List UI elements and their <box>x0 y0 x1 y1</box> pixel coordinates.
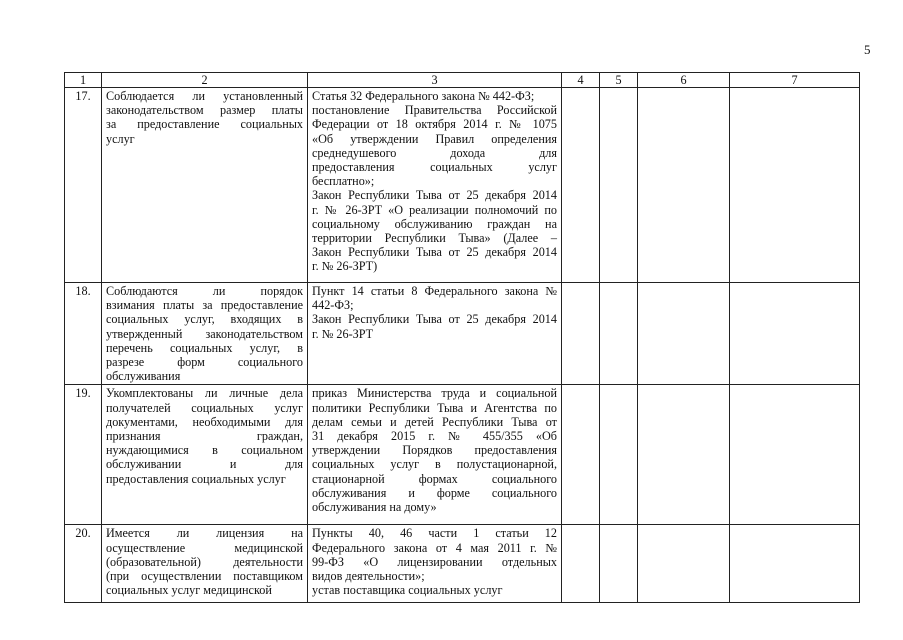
reference-line: г. № 26-ЗРТ <box>312 326 374 341</box>
legal-reference-cell <box>308 88 562 283</box>
reference-line: стационарной формах социального <box>312 471 557 486</box>
question-line: обслуживании и для <box>106 457 303 472</box>
answer-cell-c5 <box>600 385 638 525</box>
reference-line: устав поставщика социальных услуг <box>312 583 503 598</box>
table-row <box>65 385 860 525</box>
answer-cell-c5 <box>600 283 638 385</box>
reference-line: 442-ФЗ; <box>312 298 354 313</box>
header-col-5: 5 <box>600 73 638 88</box>
question-line: (при осуществлении поставщиком <box>106 569 303 584</box>
table-row <box>65 525 860 603</box>
answer-cell-c6 <box>638 283 730 385</box>
question-line: нуждающимися в социальном <box>106 443 303 458</box>
header-col-4: 4 <box>562 73 600 88</box>
question-line: Соблюдаются ли порядок <box>106 284 303 298</box>
question-line: разрезе форм социального <box>106 355 303 370</box>
answer-cell-c5 <box>600 525 638 603</box>
reference-line: 99-ФЗ «О лицензировании отдельных <box>312 554 557 569</box>
row-number: 17. <box>65 88 102 283</box>
question-line: (образовательной) деятельности <box>106 554 303 569</box>
reference-line: Пункт 14 статьи 8 Федерального закона № <box>312 284 557 298</box>
reference-line: Закон Республики Тыва от 25 декабря 2014 <box>312 312 557 327</box>
question-line: социальных услуг медицинской <box>106 583 272 598</box>
header-col-2: 2 <box>102 73 308 88</box>
question-line: предоставления социальных услуг <box>106 471 286 486</box>
answer-cell-c4 <box>562 88 600 283</box>
reference-line: Федерации от 18 октября 2014 г. № 1075 <box>312 117 557 132</box>
question-line: утвержденный законодательством <box>106 326 303 341</box>
legal-reference-cell <box>308 525 562 603</box>
reference-line: приказ Министерства труда и социальной <box>312 386 557 401</box>
header-col-1: 1 <box>65 73 102 88</box>
reference-line: среднедушевого дохода для <box>312 145 557 160</box>
question-cell <box>102 283 308 385</box>
question-line: социальных услуг, входящих в <box>106 312 303 327</box>
reference-line: социальных услуг в полустационарной, <box>312 457 557 472</box>
question-line: законодательством размер платы <box>106 103 303 118</box>
row-number: 18. <box>65 283 102 385</box>
question-line: Имеется ли лицензия на <box>106 526 303 541</box>
reference-line: Пункты 40, 46 части 1 статьи 12 <box>312 526 557 541</box>
reference-line: бесплатно»; <box>312 174 375 189</box>
question-line: взимания платы за предоставление <box>106 298 303 313</box>
reference-line: «Об утверждении Правил определения <box>312 131 557 146</box>
reference-line: предоставления социальных услуг <box>312 160 557 175</box>
page-number: 5 <box>864 42 871 57</box>
question-line: осуществление медицинской <box>106 540 303 555</box>
reference-line: постановление Правительства Российской <box>312 103 557 118</box>
header-col-3: 3 <box>308 73 562 88</box>
question-line: перечень социальных услуг, в <box>106 340 303 355</box>
answer-cell-c6 <box>638 385 730 525</box>
header-row <box>65 73 860 88</box>
question-cell <box>102 88 308 283</box>
answer-cell-c4 <box>562 283 600 385</box>
answer-cell-c7 <box>730 283 860 385</box>
reference-line: социальному обслуживанию граждан на <box>312 216 557 231</box>
question-line: услуг <box>106 131 135 146</box>
table-body <box>65 88 860 603</box>
header-col-7: 7 <box>730 73 860 88</box>
reference-line: 31 декабря 2015 г. № 455/355 «Об <box>312 429 557 444</box>
question-line: Укомплектованы ли личные дела <box>106 386 303 401</box>
checklist-table <box>64 72 860 603</box>
answer-cell-c7 <box>730 88 860 283</box>
answer-cell-c5 <box>600 88 638 283</box>
table-row <box>65 88 860 283</box>
answer-cell-c6 <box>638 88 730 283</box>
answer-cell-c6 <box>638 525 730 603</box>
reference-line: Федерального закона от 4 мая 2011 г. № <box>312 540 557 555</box>
reference-line: территории Республики Тыва» (Далее – <box>312 231 557 246</box>
reference-line: делам семьи и детей Республики Тыва от <box>312 414 557 429</box>
answer-cell-c7 <box>730 525 860 603</box>
table-row <box>65 283 860 385</box>
reference-line: обслуживания и форме социального <box>312 485 557 500</box>
reference-line: Закон Республики Тыва от 25 декабря 2014 <box>312 188 557 203</box>
header-col-6: 6 <box>638 73 730 88</box>
answer-cell-c4 <box>562 385 600 525</box>
reference-line: утверждении Порядков предоставления <box>312 443 557 458</box>
question-cell <box>102 525 308 603</box>
legal-reference-cell <box>308 283 562 385</box>
reference-line: Закон Республики Тыва от 25 декабря 2014 <box>312 245 557 260</box>
reference-line: Статья 32 Федерального закона № 442-ФЗ; <box>312 89 535 103</box>
reference-line: г. № 26-ЗРТ «О реализации полномочий по <box>312 202 557 217</box>
reference-line: видов деятельности»; <box>312 569 425 584</box>
question-cell <box>102 385 308 525</box>
legal-reference-cell <box>308 385 562 525</box>
reference-line: политики Республики Тыва и Агентства по <box>312 400 557 415</box>
question-line: получателей социальных услуг <box>106 400 303 415</box>
reference-line: г. № 26-ЗРТ) <box>312 259 378 274</box>
question-line: за предоставление социальных <box>106 117 303 132</box>
question-line: документами, необходимыми для <box>106 414 303 429</box>
reference-line: обслуживания на дому» <box>312 500 437 515</box>
row-number: 20. <box>65 525 102 603</box>
answer-cell-c7 <box>730 385 860 525</box>
row-number: 19. <box>65 385 102 525</box>
question-line: признания граждан, <box>106 429 303 444</box>
question-line: обслуживания <box>106 369 181 384</box>
question-line: Соблюдается ли установленный <box>106 89 303 103</box>
answer-cell-c4 <box>562 525 600 603</box>
